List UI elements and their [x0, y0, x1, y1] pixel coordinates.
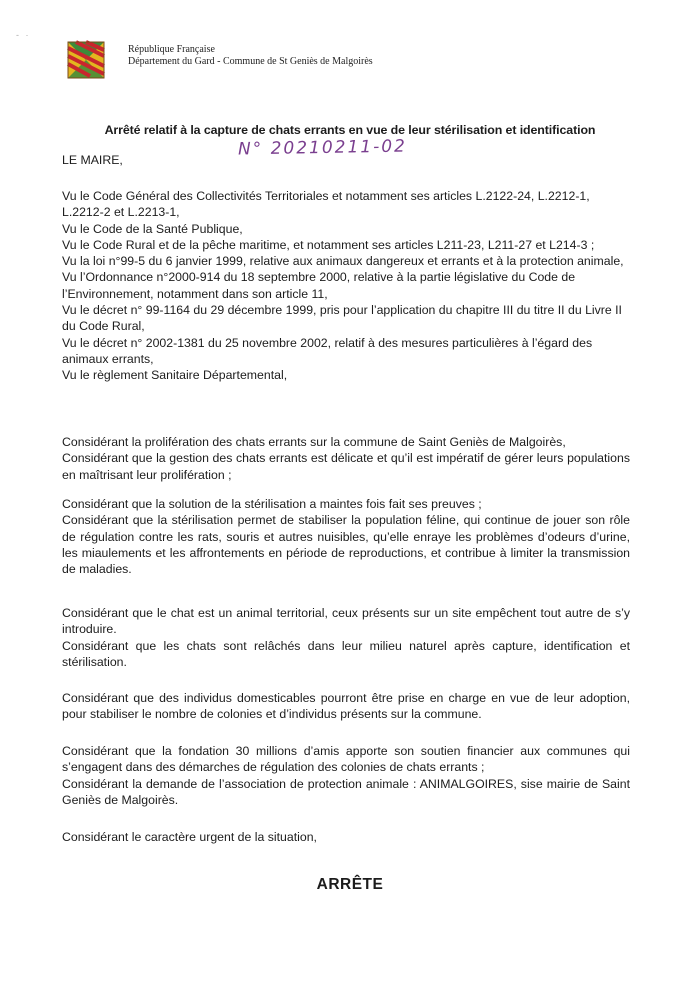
handwritten-number: N° 20210211-02 [237, 136, 408, 160]
considerant-item: Considérant que les chats sont relâchés dans leur milieu naturel après capture, identification et stérilisation. [62, 638, 630, 669]
considerant-item: Considérant la prolifération des chats errants sur la commune de Saint Geniès de Malgoirès, [62, 435, 566, 449]
decision-heading: ARRÊTE [316, 876, 384, 893]
considerant-block-1 [62, 434, 630, 483]
visa-item: Vu le Code Rural et de la pêche maritime, et notamment ses articles L211-23, L211-27 et L214-3 ; [62, 237, 595, 252]
document-title: Arrêté relatif à la capture de chats errants en vue de leur stérilisation et identification [104, 123, 596, 137]
considerant-item: Considérant que la fondation 30 millions d’amis apporte son soutien financier aux communes qui s’engagent dans des démarches de régulation des colonies de chats errants ; [62, 744, 630, 775]
considerant-item: Considérant le caractère urgent de la situation, [62, 830, 317, 844]
coat-of-arms-icon [64, 40, 108, 80]
letterhead [128, 44, 373, 68]
considerant-item: Considérant que des individus domesticables pourront être prise en charge en vue de leur adoption, pour stabiliser le nombre de colonies et d’individus présents sur la commune. [62, 691, 630, 722]
visa-item: Vu le Code Général des Collectivités Territoriales et notamment ses articles L.2122-24, L.2212-1, L.2212-2 et L.2213-1, [62, 189, 590, 220]
visa-item: Vu le décret n° 2002-1381 du 25 novembre 2002, relatif à des mesures particulières à l’égard des animaux errants, [62, 335, 593, 366]
considerant-item: Considérant que la stérilisation permet de stabiliser la population féline, qui continue de jouer son rôle de régulation contre les rats, souris et autres nuisibles, qu’elle enraye les problèmes d’odeurs d’urine, les miaulements et les affrontements en période de reproductions, et contribue à limiter la transmission de maladies. [62, 513, 630, 577]
considerant-item: Considérant que la gestion des chats errants est délicate et qu’il est impératif de gérer leurs populations en maîtrisant leur prolifération ; [62, 451, 630, 482]
visa-item: Vu le décret n° 99-1164 du 29 décembre 1999, pris pour l’application du chapitre III du titre II du Livre II du Code Rural, [62, 303, 622, 334]
considerant-item: Considérant que le chat est un animal territorial, ceux présents sur un site empêchent tout autre de s’y introduire. [62, 606, 630, 637]
considerant-block-4 [62, 690, 630, 723]
considerant-block-3 [62, 605, 630, 670]
department-label: Département du Gard - Commune de St Geniès de Malgoirès [128, 56, 373, 67]
considerant-item: Considérant que la solution de la stérilisation a maintes fois fait ses preuves ; [62, 497, 482, 511]
considerant-item: Considérant la demande de l’association de protection animale : ANIMALGOIRES, sise mairie de Saint Geniès de Malgoirès. [62, 776, 630, 807]
considerant-block-2 [62, 496, 630, 577]
considerant-block-5 [62, 743, 630, 808]
scan-mark: - · [16, 30, 31, 40]
republic-label: République Française [128, 44, 215, 55]
visas-block [62, 188, 630, 384]
maire-heading: LE MAIRE, [62, 153, 123, 167]
visa-item: Vu le règlement Sanitaire Départemental, [62, 368, 288, 383]
visa-item: Vu l’Ordonnance n°2000-914 du 18 septembre 2000, relative à la partie législative du Code de l’Environnement, notamment dans son article 11, [62, 270, 576, 301]
visa-item: Vu la loi n°99-5 du 6 janvier 1999, relative aux animaux dangereux et errants et à la protection animale, [62, 254, 624, 269]
visa-item: Vu le Code de la Santé Publique, [62, 221, 243, 236]
considerant-block-6 [62, 829, 630, 845]
